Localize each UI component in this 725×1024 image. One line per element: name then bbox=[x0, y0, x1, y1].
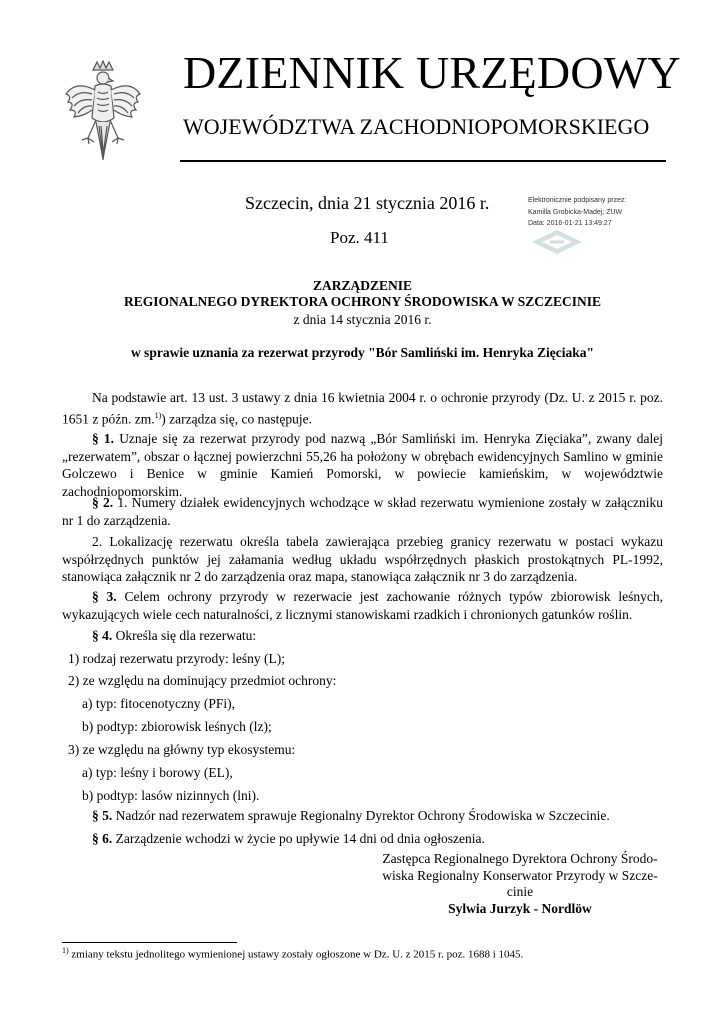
document-type: ZARZĄDZENIE bbox=[312, 278, 413, 293]
section-4-label: § 4. bbox=[92, 628, 113, 643]
section-6-label: § 6. bbox=[92, 831, 113, 846]
section-2-point-2: 2. Lokalizację rezerwatu określa tabela zawierająca przebieg granicy rezerwatu w postaci wykazu współrzędnych punktów jej załamania według układu współrzędnych płaskich prostokątnych PL-1992, stanowiąca załącznik nr 2 do zarządzenia oraz mapa, stanowiąca załącznik nr 3 do zarządzenia. bbox=[62, 534, 663, 584]
header-divider bbox=[180, 160, 666, 162]
journal-title: DZIENNIK URZĘDOWY bbox=[183, 47, 681, 98]
footnote-marker: 1) bbox=[154, 410, 162, 420]
signatory-title-line: Zastępca Regionalnego Dyrektora Ochrony Środo- bbox=[382, 851, 658, 866]
section-2-text: 1. Numery działek ewidencyjnych wchodzące w skład rezerwatu wymienione zostały w załączniku nr 1 do zarządzenia. bbox=[62, 495, 663, 528]
signatory-name: Sylwia Jurzyk - Nordlöw bbox=[448, 900, 592, 916]
section-3-label: § 3. bbox=[92, 589, 117, 604]
section-2-label: § 2. bbox=[92, 495, 114, 510]
document-subject: w sprawie uznania za rezerwat przyrody "Bór Samliński im. Henryka Zięciaka" bbox=[130, 345, 595, 360]
section-3-text: Celem ochrony przyrody w rezerwacie jest zachowanie różnych typów zbiorowisk leśnych, wykazujących wiele cech naturalności, z licznymi stanowiskami rzadkich i chronionych gatunków roślin. bbox=[62, 589, 664, 622]
section-6-paragraph bbox=[62, 830, 663, 848]
signature-block bbox=[382, 851, 658, 917]
section-5-text: Nadzór nad rezerwatem sprawuje Regionalny Dyrektor Ochrony Środowiska w Szczecinie. bbox=[112, 808, 610, 823]
eagle-emblem-icon bbox=[62, 60, 144, 168]
e-signature-signer: Kamilla Grobicka-Madej; ZUW bbox=[528, 208, 623, 216]
list-item: 1) rodzaj rezerwatu przyrody: leśny (L); bbox=[68, 651, 286, 666]
document-issuer: REGIONALNEGO DYREKTORA OCHRONY ŚRODOWISKA W SZCZECINIE bbox=[124, 294, 601, 309]
document-date: z dnia 14 stycznia 2016 r. bbox=[293, 312, 432, 327]
footnote-text: zmiany tekstu jednolitego wymienionej ustawy zostały ogłoszone w Dz. U. z 2015 r. poz. 1688 i 1045. bbox=[68, 948, 524, 961]
list-item: a) typ: fitocenotyczny (PFi), bbox=[82, 696, 235, 711]
section-4-paragraph bbox=[62, 627, 663, 645]
list-item: 3) ze względu na główny typ ekosystemu: bbox=[68, 742, 296, 757]
footnote-divider bbox=[62, 942, 237, 943]
e-signature-stamp bbox=[528, 195, 658, 230]
section-4-text: Określa się dla rezerwatu: bbox=[112, 628, 257, 643]
list-item: a) typ: leśny i borowy (EL), bbox=[82, 765, 233, 780]
preamble-paragraph bbox=[62, 389, 663, 428]
position-number: Poz. 411 bbox=[330, 228, 389, 247]
journal-subtitle: WOJEWÓDZTWA ZACHODNIOPOMORSKIEGO bbox=[183, 114, 650, 139]
preamble-text-end: ) zarządza się, co następuje. bbox=[161, 411, 312, 426]
section-5-paragraph bbox=[62, 807, 663, 825]
footnote-marker: 1) bbox=[62, 946, 69, 955]
section-1-label: § 1. bbox=[92, 431, 115, 446]
footnote bbox=[62, 946, 523, 961]
list-item: b) podtyp: zbiorowisk leśnych (lz); bbox=[82, 719, 272, 734]
e-signature-line: Elektronicznie podpisany przez: bbox=[528, 197, 627, 204]
preamble-text: Na podstawie art. 13 ust. 3 ustawy z dnia 16 kwietnia 2004 r. o ochronie przyrody (Dz. U. z 2015 r. poz. 1651 z późn. zm. bbox=[62, 390, 663, 426]
list-item: 2) ze względu na dominujący przedmiot ochrony: bbox=[68, 673, 337, 688]
signatory-title-line: wiska Regionalny Konserwator Przyrody w Szcze- bbox=[382, 867, 658, 883]
section-3-paragraph bbox=[62, 588, 663, 623]
section-6-text: Zarządzenie wchodzi w życie po upływie 14 dni od dnia ogłoszenia. bbox=[112, 831, 485, 846]
e-signature-date: Data: 2016-01-21 13:49:27 bbox=[528, 220, 612, 227]
publication-date: Szczecin, dnia 21 stycznia 2016 r. bbox=[245, 193, 490, 213]
section-2-paragraph bbox=[62, 494, 663, 529]
list-item: b) podtyp: lasów nizinnych (lni). bbox=[82, 788, 260, 803]
e-signature-logo-icon bbox=[530, 228, 584, 256]
section-5-label: § 5. bbox=[92, 808, 113, 823]
signatory-title-line: cinie bbox=[506, 884, 534, 899]
section-1-paragraph bbox=[62, 430, 663, 500]
section-1-text: Uznaje się za rezerwat przyrody pod nazwą „Bór Samliński im. Henryka Zięciaka”, zwany dalej „rezerwatem”, obszar o łącznej powierzchni 55,26 ha położony w obrębach ewidencyjnych Samlino w gminie Golczewo i Benice w gminie Kamień Pomorski, w powiecie kamieńskim, w województwie zachodniopomorskim. bbox=[62, 431, 663, 499]
